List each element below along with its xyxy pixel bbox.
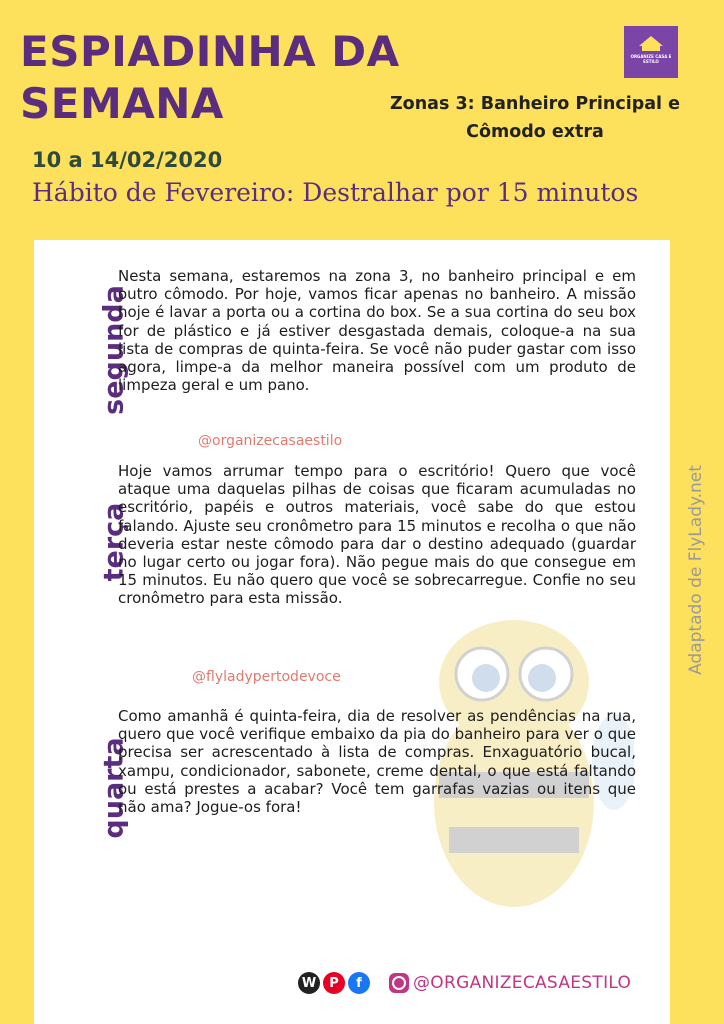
handle-organizecasaestilo: @organizecasaestilo	[198, 433, 343, 449]
logo-text: ORGANIZE CASA E ESTILO	[630, 54, 672, 64]
day-text-terca: Hoje vamos arrumar tempo para o escritório! Quero que você ataque uma daquelas pilhas de coisas que ficaram acumuladas no escritório, papéis e outros materiais, você sabe do que estou falando. Ajuste seu cronômetro para 15 minutos e recolha o que não deveria estar neste cômodo para dar o destino adequado (guardar no lugar certo ou jogar fora). Não pegue mais do que consegue em 15 minutos. Eu não quero que você se sobrecarregue. Confie no seu cronômetro para esta missão.	[118, 462, 636, 608]
zone-heading	[352, 90, 718, 146]
side-credit: Adaptado de FlyLady.net	[686, 465, 706, 675]
day-label-terca: terça	[98, 502, 130, 582]
title-line-1: ESPIADINHA DA	[20, 27, 400, 76]
footer-social	[298, 972, 631, 994]
pinterest-icon[interactable]: P	[323, 972, 345, 994]
content-card	[34, 240, 670, 1024]
week-dates: 10 a 14/02/2020	[32, 148, 223, 172]
zone-line-1: Zonas 3: Banheiro Principal e	[389, 94, 680, 114]
instagram-handle[interactable]: @ORGANIZECASAESTILO	[413, 973, 632, 993]
day-label-segunda: segunda	[98, 285, 130, 415]
day-label-quarta: quarta	[98, 737, 130, 839]
brand-logo	[624, 26, 678, 78]
page-title	[20, 26, 400, 130]
wordpress-icon[interactable]: W	[298, 972, 320, 994]
title-line-2: SEMANA	[20, 79, 224, 128]
day-text-segunda: Nesta semana, estaremos na zona 3, no banheiro principal e em outro cômodo. Por hoje, vamos ficar apenas no banheiro. A missão hoje é lavar a porta ou a cortina do box. Se a sua cortina do seu box for de plástico e já estiver desgastada demais, coloque-a na sua lista de compras de quinta-feira. Se você não puder gastar com isso agora, limpe-a da melhor maneira possível com um produto de limpeza geral e um pano.	[118, 267, 636, 395]
facebook-icon[interactable]: f	[348, 972, 370, 994]
day-text-quarta: Como amanhã é quinta-feira, dia de resolver as pendências na rua, quero que você verifique embaixo da pia do banheiro para ver o que precisa ser acrescentado à lista de compras. Enxaguatório bucal, xampu, condicionador, sabonete, creme dental, o que está faltando ou está prestes a acabar? Você tem garrafas vazias ou itens que não ama? Jogue-os fora!	[118, 707, 636, 817]
handle-flyladypertodevoce: @flyladypertodevoce	[192, 669, 341, 685]
zone-line-2: Cômodo extra	[466, 122, 604, 142]
monthly-habit: Hábito de Fevereiro: Destralhar por 15 minutos	[32, 178, 639, 207]
instagram-icon[interactable]	[389, 973, 409, 993]
